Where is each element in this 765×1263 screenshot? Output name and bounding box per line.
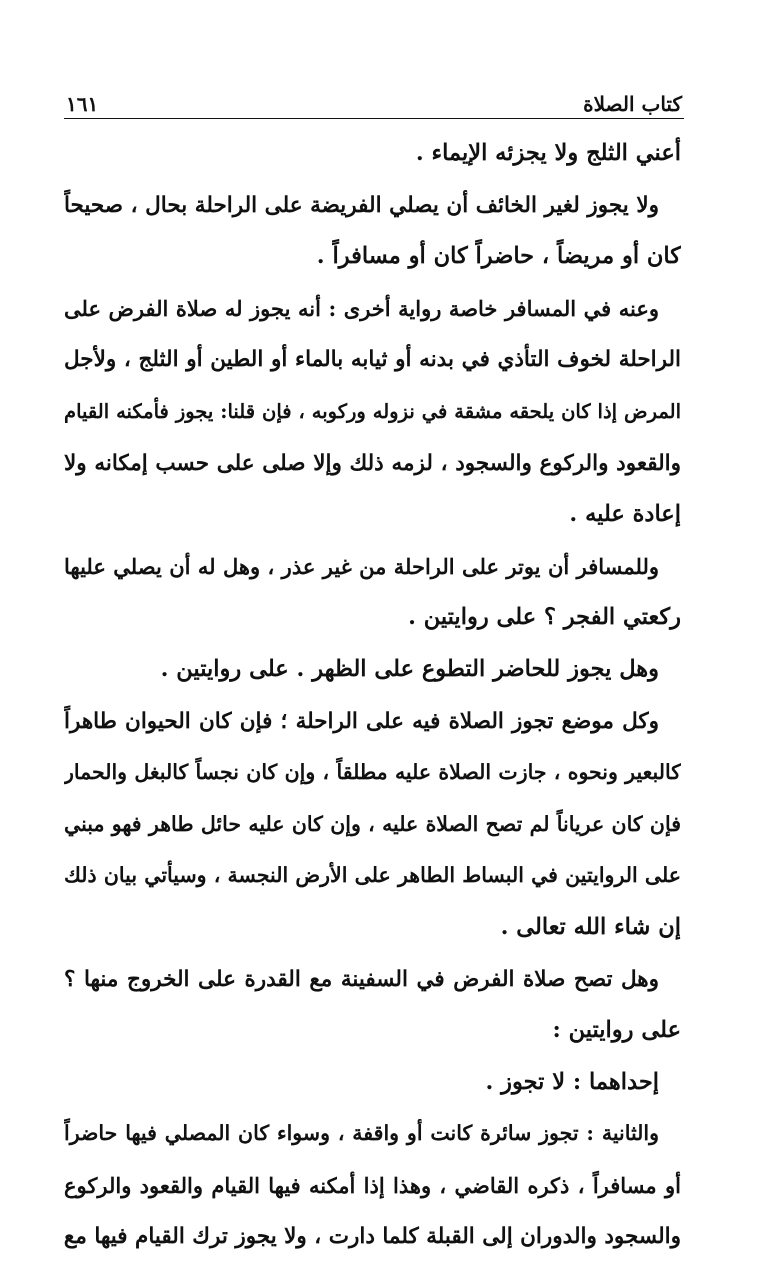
text-line: المرض إذا كان يلحقه مشقة في نزوله وركوبه ، فإن قلنا: يجوز فأمكنه القيام <box>64 399 681 423</box>
header-divider <box>64 118 684 119</box>
text-line: وعنه في المسافر خاصة رواية أخرى : أنه يجوز له صلاة الفرض على <box>64 295 659 321</box>
text-line: كالبعير ونحوه ، جازت الصلاة عليه مطلقاً ، وإن كان نجساً كالبغل والحمار <box>64 760 681 785</box>
text-line: ولا يجوز لغير الخائف أن يصلي الفريضة على الراحلة بحال ، صحيحاً <box>64 192 659 218</box>
text-line: والثانية : تجوز سائرة كانت أو واقفة ، وسواء كان المصلي فيها حاضراً <box>64 1121 659 1146</box>
text-line: إعادة عليه . <box>569 501 681 528</box>
body-text <box>64 128 681 1263</box>
text-line: والسجود والدوران إلى القبلة كلما دارت ، ولا يجوز ترك القيام فيها مع <box>64 1224 681 1250</box>
text-line: أو مسافراً ، ذكره القاضي ، وهذا إذا أمكنه فيها القيام والقعود والركوع <box>64 1172 681 1198</box>
text-line: وهل يجوز للحاضر التطوع على الظهر . على روايتين . <box>160 655 659 682</box>
text-line: ركعتي الفجر ؟ على روايتين . <box>408 604 681 631</box>
text-line: على الروايتين في البساط الطاهر على الأرض النجسة ، وسيأتي بيان ذلك <box>64 863 681 888</box>
text-line: على روايتين : <box>552 1017 681 1044</box>
book-title: كتاب الصلاة <box>583 92 682 116</box>
text-line: فإن كان عرياناً لم تصح الصلاة عليه ، وإن كان عليه حائل طاهر فهو مبني <box>64 811 681 836</box>
text-line: أعني الثلج ولا يجزئه الإيماء . <box>415 140 681 166</box>
page-header <box>66 86 682 116</box>
text-line: وكل موضع تجوز الصلاة فيه على الراحلة ؛ فإن كان الحيوان طاهراً <box>64 708 659 734</box>
text-line: كان أو مريضاً ، حاضراً كان أو مسافراً . <box>316 243 681 270</box>
page-number: ١٦١ <box>66 92 99 116</box>
text-line: إحداهما : لا تجوز . <box>485 1068 659 1095</box>
text-line: الراحلة لخوف التأذي في بدنه أو ثيابه بالماء أو الطين أو الثلج ، ولأجل <box>64 347 681 373</box>
text-line: والقعود والركوع والسجود ، لزمه ذلك وإلا صلى على حسب إمكانه ولا <box>64 450 681 476</box>
text-line: إن شاء الله تعالى . <box>500 913 681 940</box>
text-line: وللمسافر أن يوتر على الراحلة من غير عذر ، وهل له أن يصلي عليها <box>64 553 659 579</box>
text-line: وهل تصح صلاة الفرض في السفينة مع القدرة على الخروج منها ؟ <box>64 966 659 992</box>
